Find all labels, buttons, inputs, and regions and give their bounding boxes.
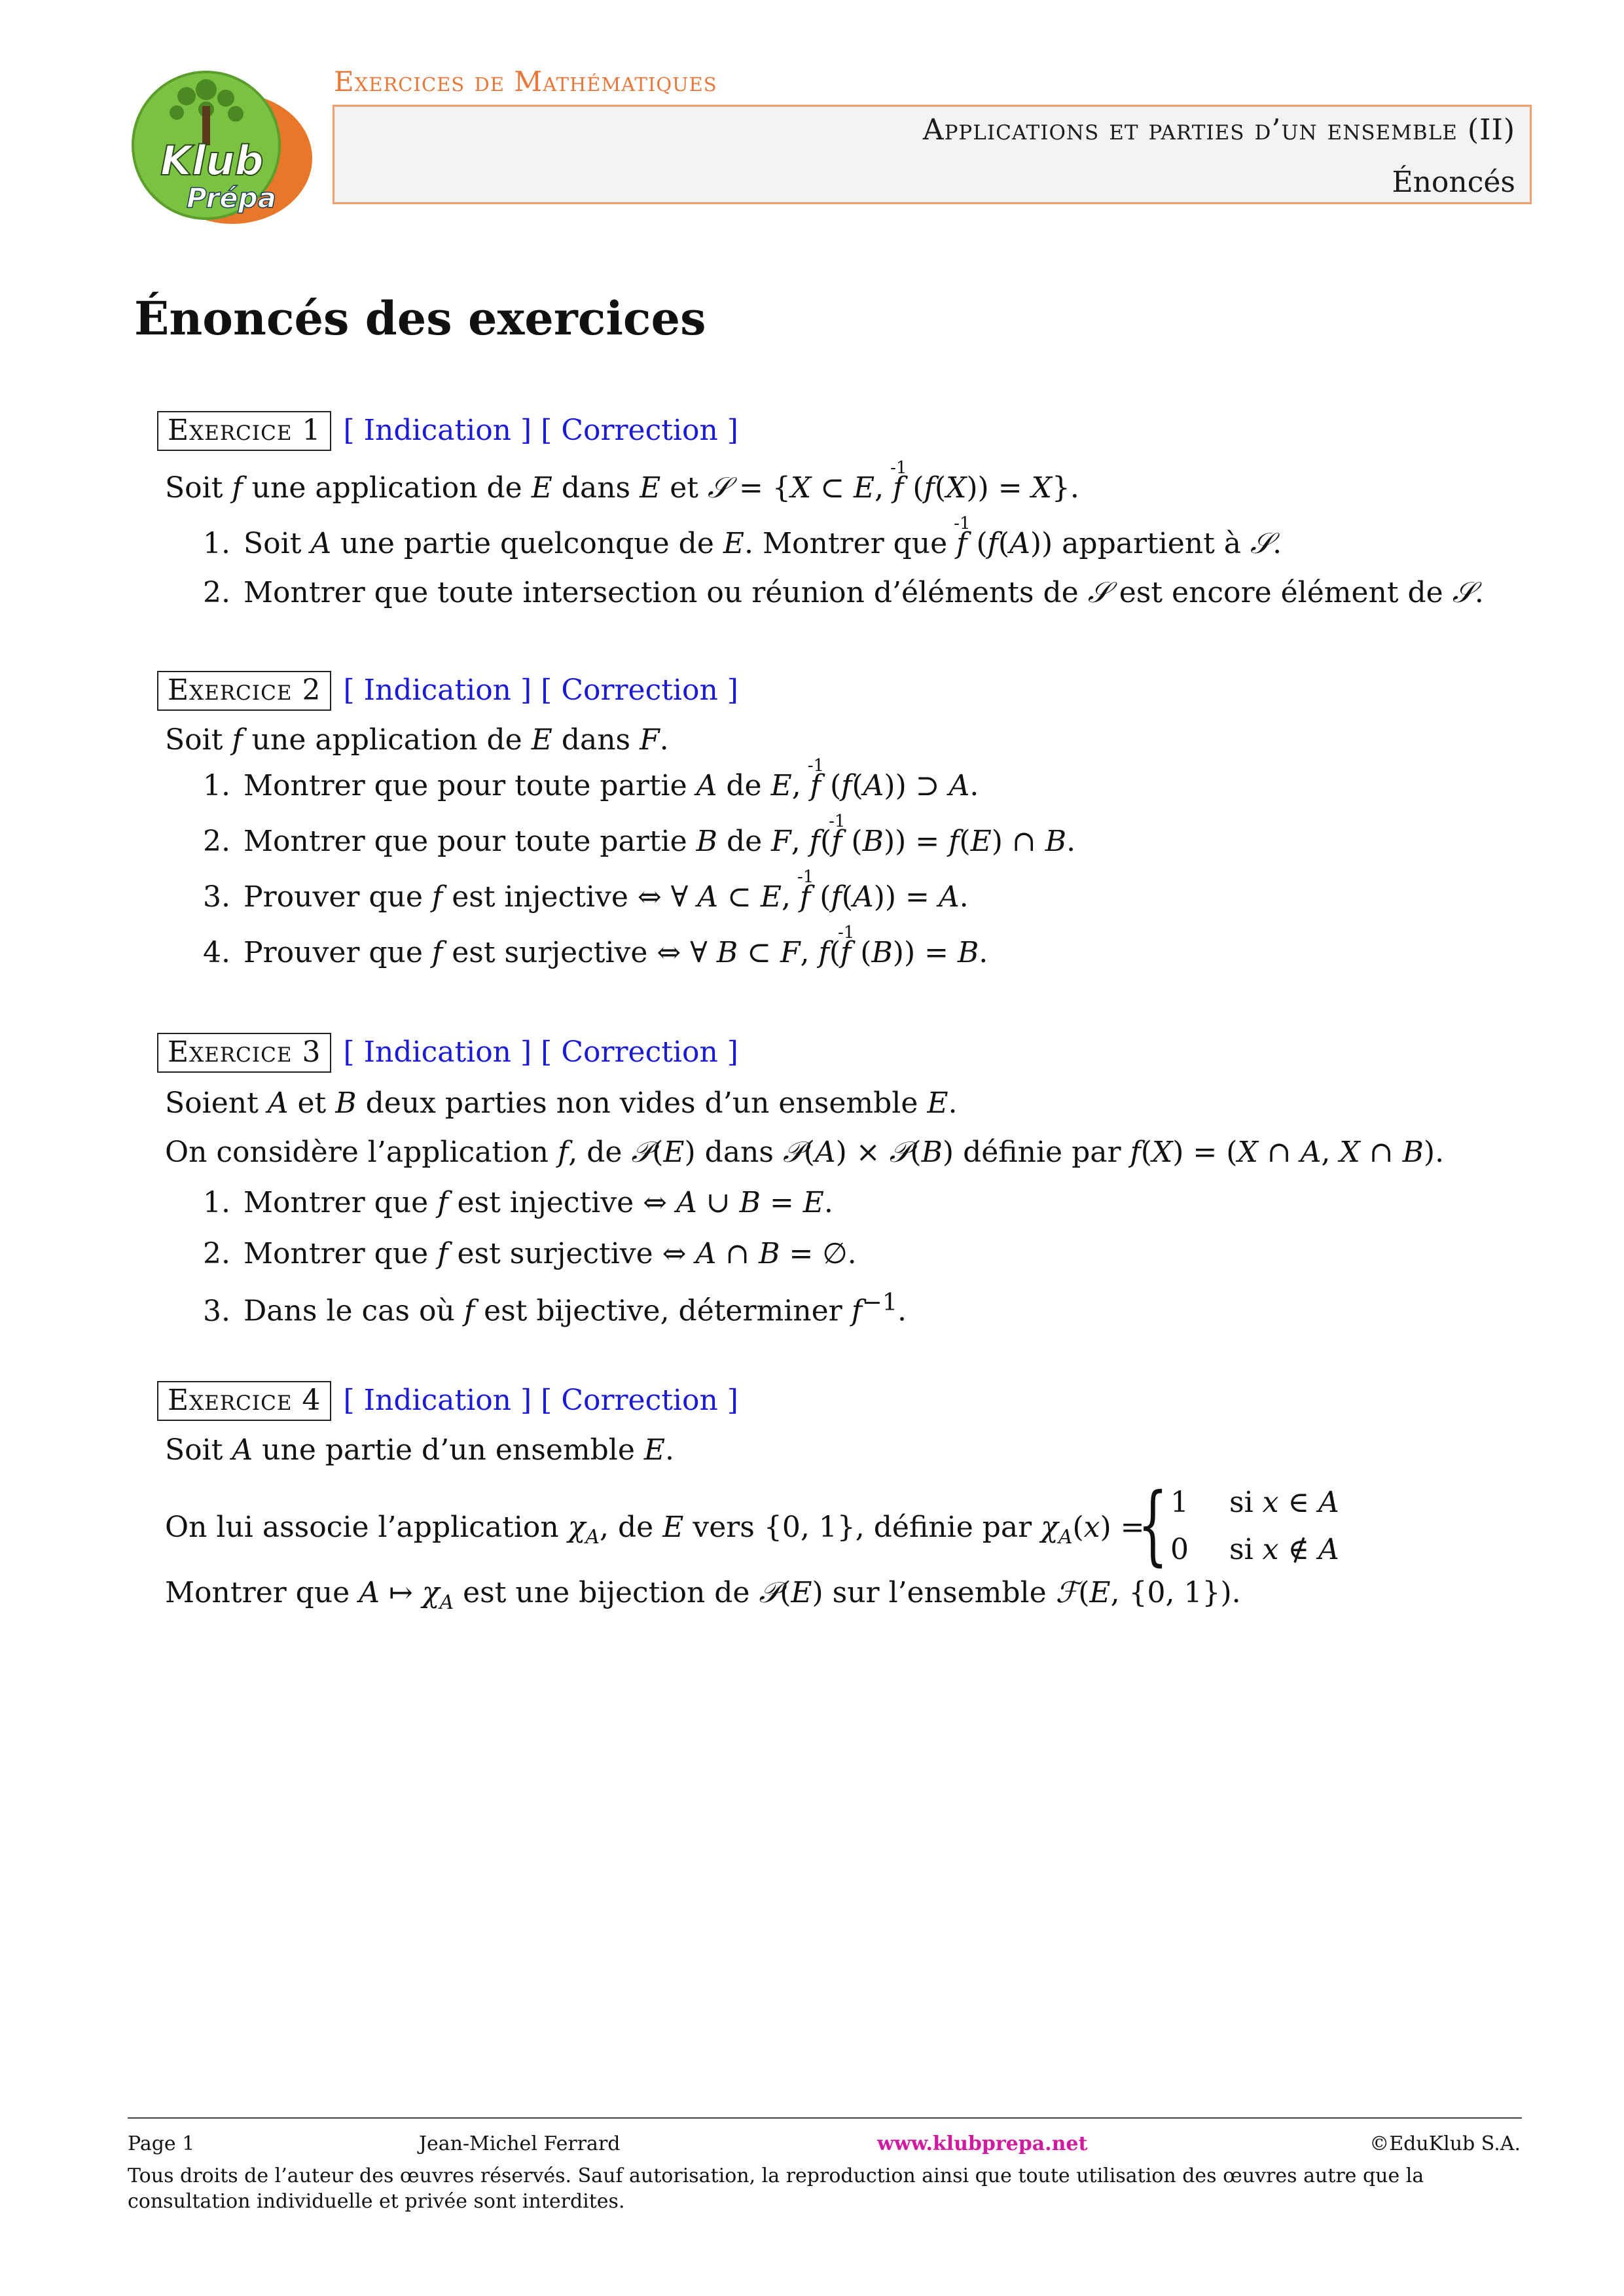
exercise-2-correction-link[interactable]: [ Correction ]	[541, 673, 738, 707]
exercise-4-statement-2: On lui associe l’application $\chi_A$, de E vers {0, 1}, définie par $\chi_A(x)$ =	[165, 1511, 1145, 1549]
section-heading: Énoncés des exercices	[134, 291, 706, 346]
exercise-1-statement: Soit f une application de E dans E et 𝒮 = {X ⊂ E, f -1 (f(X)) = X}.	[165, 458, 1079, 505]
exercise-3-statement-1: Soient A et B deux parties non vides d’un ensemble E.	[165, 1086, 958, 1120]
footer-copyright: ©EduKlub S.A.	[1369, 2132, 1521, 2155]
exercise-4-correction-link[interactable]: [ Correction ]	[541, 1384, 738, 1417]
exercise-4-statement-1: Soit A une partie d’un ensemble E.	[165, 1433, 674, 1467]
exercise-2-heading	[157, 671, 748, 711]
exercise-3-item-1: 1. Montrer que f est injective ⇔ A ∪ B = E.	[203, 1186, 833, 1219]
footer-author: Jean-Michel Ferrard	[419, 2132, 621, 2155]
exercise-2-item-4: 4. Prouver que f est surjective ⇔ ∀ B ⊂ F, f(f -1 (B)) = B.	[203, 923, 988, 969]
footer-url-link[interactable]: www.klubprepa.net	[877, 2132, 1088, 2155]
svg-text:Klub: Klub	[160, 137, 264, 185]
exercise-2-statement: Soit f une application de E dans F.	[165, 723, 669, 757]
klubprepa-logo	[115, 60, 314, 227]
header-subtitle: Énoncés	[1392, 166, 1515, 199]
exercise-4-heading	[157, 1381, 748, 1421]
exercise-3-item-3: 3. Dans le cas où f est bijective, déterminer $f^{-1}$.	[203, 1288, 907, 1328]
header-title: Applications et parties d’un ensemble (II)	[922, 113, 1515, 147]
exercise-1-heading	[157, 411, 748, 451]
header-series: Exercices de Mathématiques	[334, 65, 717, 98]
chi-cases: { 1 si x ∈ A 0 si x ∉ A	[1138, 1475, 1339, 1575]
footer-rule	[128, 2117, 1522, 2119]
footer-page: Page 1	[128, 2132, 195, 2155]
svg-text:Prépa: Prépa	[187, 182, 277, 214]
exercise-2-item-1: 1. Montrer que pour toute partie A de E, f -1 (f(A)) ⊃ A.	[203, 756, 979, 802]
exercise-1-item-2: 2. Montrer que toute intersection ou réunion d’éléments de 𝒮 est encore élément de 𝒮.	[203, 576, 1484, 609]
exercise-4-indication-link[interactable]: [ Indication ]	[343, 1384, 532, 1417]
header-box	[333, 105, 1532, 204]
exercise-2-label: Exercice 2	[157, 671, 331, 711]
exercise-2-indication-link[interactable]: [ Indication ]	[343, 673, 532, 707]
exercise-3-item-2: 2. Montrer que f est surjective ⇔ A ∩ B = ∅.	[203, 1237, 857, 1270]
exercise-4-label: Exercice 4	[157, 1381, 331, 1421]
exercise-2-item-2: 2. Montrer que pour toute partie B de F, f(f -1 (B)) = f(E) ∩ B.	[203, 812, 1076, 858]
exercise-1-correction-link[interactable]: [ Correction ]	[541, 414, 738, 447]
exercise-4-statement-3: Montrer que A ↦ $\chi_A$ est une bijection de 𝒫(E) sur l’ensemble ℱ(E, {0, 1}).	[165, 1576, 1241, 1614]
exercise-3-correction-link[interactable]: [ Correction ]	[541, 1035, 738, 1069]
exercise-3-indication-link[interactable]: [ Indication ]	[343, 1035, 532, 1069]
footer-notice: Tous droits de l’auteur des œuvres réservés. Sauf autorisation, la reproduction ainsi que toute utilisation des œuvres autre que la consultation individuelle et privée sont interdites.	[128, 2164, 1424, 2213]
exercise-1-item-1: 1. Soit A une partie quelconque de E. Montrer que f -1 (f(A)) appartient à 𝒮.	[203, 514, 1282, 560]
exercise-3-heading	[157, 1033, 748, 1073]
exercise-3-statement-2: On considère l’application f, de 𝒫(E) dans 𝒫(A) × 𝒫(B) définie par f(X) = (X ∩ A, X ∩ B).	[165, 1136, 1445, 1169]
exercise-1-label: Exercice 1	[157, 411, 331, 451]
exercise-1-indication-link[interactable]: [ Indication ]	[343, 414, 532, 447]
exercise-3-label: Exercice 3	[157, 1033, 331, 1073]
exercise-2-item-3: 3. Prouver que f est injective ⇔ ∀ A ⊂ E, f -1 (f(A)) = A.	[203, 867, 969, 914]
